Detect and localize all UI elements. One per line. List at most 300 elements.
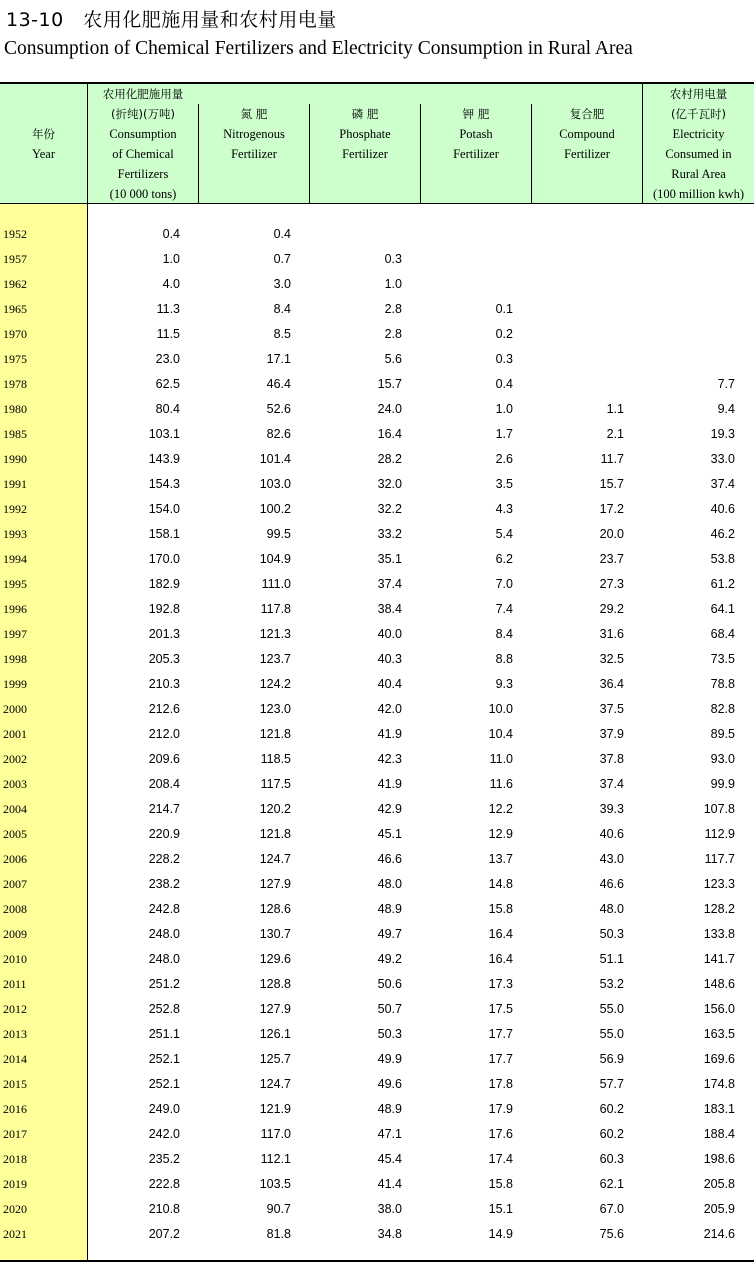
electricity-cell: 148.6 — [703, 977, 735, 991]
compound-cell: 51.1 — [599, 952, 624, 966]
electricity-cell: 61.2 — [710, 577, 735, 591]
table-row — [0, 1198, 754, 1223]
potash-cell: 0.4 — [495, 377, 513, 391]
potash-cell: 14.8 — [488, 877, 513, 891]
electricity-cell: 169.6 — [703, 1052, 735, 1066]
year-cell: 1997 — [3, 627, 27, 641]
electricity-cell: 78.8 — [710, 677, 735, 691]
electricity-cell: 117.7 — [704, 852, 735, 866]
year-cell: 2009 — [3, 927, 27, 941]
electricity-cell: 82.8 — [710, 702, 735, 716]
electricity-cell: 40.6 — [710, 502, 735, 516]
compound-cell: 40.6 — [599, 827, 624, 841]
year-cell: 2006 — [3, 852, 27, 866]
electricity-cell: 37.4 — [710, 477, 735, 491]
phosphate-cell: 16.4 — [377, 427, 402, 441]
electricity-cell: 128.2 — [703, 902, 735, 916]
potash-cell: 10.4 — [488, 727, 513, 741]
table-row — [0, 373, 754, 398]
phosphate-cell: 40.0 — [377, 627, 402, 641]
table-row — [0, 298, 754, 323]
nitrogenous-cell: 104.9 — [259, 552, 291, 566]
table-row — [0, 1073, 754, 1098]
nitrogenous-cell: 128.8 — [259, 977, 291, 991]
year-cell: 1985 — [3, 427, 27, 441]
compound-cell: 48.0 — [599, 902, 624, 916]
phosphate-cell: 49.7 — [377, 927, 402, 941]
electricity-cell: 19.3 — [710, 427, 735, 441]
compound-cell: 37.8 — [599, 752, 624, 766]
total-cell: 170.0 — [148, 552, 180, 566]
potash-cell: 0.3 — [495, 352, 513, 366]
phosphate-cell: 2.8 — [384, 302, 402, 316]
year-cell: 2019 — [3, 1177, 27, 1191]
table-bottom-rule — [0, 1260, 754, 1262]
total-cell: 205.3 — [148, 652, 180, 666]
phosphate-cell: 50.6 — [377, 977, 402, 991]
year-cell: 1998 — [3, 652, 27, 666]
year-cell: 2011 — [3, 977, 27, 991]
nitrogenous-cell: 127.9 — [259, 1002, 291, 1016]
total-cell: 23.0 — [155, 352, 180, 366]
phosphate-cell: 2.8 — [384, 327, 402, 341]
year-cell: 2003 — [3, 777, 27, 791]
potash-cell: 0.2 — [495, 327, 513, 341]
electricity-cell: 73.5 — [710, 652, 735, 666]
year-cell: 2000 — [3, 702, 27, 716]
potash-cell: 1.7 — [495, 427, 513, 441]
electricity-cell: 123.3 — [703, 877, 735, 891]
potash-cell: 17.7 — [488, 1052, 513, 1066]
table-row — [0, 823, 754, 848]
table-row — [0, 1173, 754, 1198]
nitrogenous-cell: 82.6 — [266, 427, 291, 441]
electricity-cell: 107.8 — [703, 802, 735, 816]
compound-cell: 57.7 — [599, 1077, 624, 1091]
phosphate-cell: 50.7 — [377, 1002, 402, 1016]
total-cell: 220.9 — [148, 827, 180, 841]
electricity-cell: 112.9 — [704, 827, 735, 841]
compound-cell: 60.3 — [599, 1152, 624, 1166]
total-cell: 0.4 — [162, 227, 180, 241]
nitrogenous-cell: 17.1 — [266, 352, 291, 366]
header-potash: 钾 肥 Potash Fertilizer — [453, 107, 499, 161]
nitrogenous-cell: 121.8 — [259, 727, 291, 741]
phosphate-cell: 47.1 — [377, 1127, 402, 1141]
potash-cell: 17.3 — [488, 977, 513, 991]
total-cell: 238.2 — [148, 877, 180, 891]
total-cell: 80.4 — [155, 402, 180, 416]
electricity-cell: 205.9 — [703, 1202, 735, 1216]
table-row — [0, 548, 754, 573]
total-cell: 1.0 — [162, 252, 180, 266]
phosphate-cell: 48.0 — [377, 877, 402, 891]
table-row — [0, 773, 754, 798]
phosphate-cell: 45.4 — [377, 1152, 402, 1166]
phosphate-cell: 48.9 — [377, 1102, 402, 1116]
compound-cell: 36.4 — [599, 677, 624, 691]
potash-cell: 16.4 — [488, 927, 513, 941]
total-cell: 11.5 — [156, 327, 180, 341]
nitrogenous-cell: 46.4 — [266, 377, 291, 391]
table-row — [0, 498, 754, 523]
year-cell: 2017 — [3, 1127, 27, 1141]
nitrogenous-cell: 129.6 — [259, 952, 291, 966]
table-row — [0, 898, 754, 923]
phosphate-cell: 32.2 — [377, 502, 402, 516]
nitrogenous-cell: 100.2 — [259, 502, 291, 516]
table-row — [0, 1123, 754, 1148]
year-cell: 1991 — [3, 477, 27, 491]
compound-cell: 20.0 — [599, 527, 624, 541]
total-cell: 252.1 — [148, 1052, 180, 1066]
nitrogenous-cell: 3.0 — [273, 277, 291, 291]
phosphate-cell: 40.3 — [377, 652, 402, 666]
total-cell: 192.8 — [148, 602, 180, 616]
potash-cell: 5.4 — [495, 527, 513, 541]
nitrogenous-cell: 123.7 — [259, 652, 291, 666]
compound-cell: 60.2 — [599, 1102, 624, 1116]
potash-cell: 6.2 — [495, 552, 513, 566]
total-cell: 248.0 — [148, 927, 180, 941]
nitrogenous-cell: 124.2 — [259, 677, 291, 691]
header-compound: 复合肥 Compound Fertilizer — [559, 107, 615, 161]
phosphate-cell: 15.7 — [377, 377, 402, 391]
potash-cell: 17.5 — [488, 1002, 513, 1016]
phosphate-cell: 28.2 — [377, 452, 402, 466]
total-cell: 103.1 — [148, 427, 180, 441]
nitrogenous-cell: 103.5 — [259, 1177, 291, 1191]
potash-cell: 12.2 — [488, 802, 513, 816]
year-cell: 1990 — [3, 452, 27, 466]
compound-cell: 53.2 — [599, 977, 624, 991]
total-cell: 242.0 — [148, 1127, 180, 1141]
nitrogenous-cell: 128.6 — [259, 902, 291, 916]
total-cell: 201.3 — [148, 627, 180, 641]
table-row — [0, 448, 754, 473]
table-row — [0, 523, 754, 548]
nitrogenous-cell: 120.2 — [259, 802, 291, 816]
nitrogenous-cell: 99.5 — [266, 527, 291, 541]
table-row — [0, 873, 754, 898]
phosphate-cell: 32.0 — [377, 477, 402, 491]
table-row — [0, 1223, 754, 1248]
electricity-cell: 141.7 — [703, 952, 735, 966]
table-row — [0, 673, 754, 698]
year-cell: 1952 — [3, 227, 27, 241]
table-row — [0, 223, 754, 248]
total-cell: 222.8 — [148, 1177, 180, 1191]
electricity-cell: 174.8 — [703, 1077, 735, 1091]
total-cell: 143.9 — [148, 452, 180, 466]
nitrogenous-cell: 124.7 — [259, 852, 291, 866]
phosphate-cell: 5.6 — [384, 352, 402, 366]
table-body — [0, 223, 754, 1248]
potash-cell: 3.5 — [495, 477, 513, 491]
year-cell: 2005 — [3, 827, 27, 841]
nitrogenous-cell: 52.6 — [266, 402, 291, 416]
nitrogenous-cell: 118.5 — [260, 752, 291, 766]
compound-cell: 60.2 — [599, 1127, 624, 1141]
phosphate-cell: 49.6 — [377, 1077, 402, 1091]
nitrogenous-cell: 8.4 — [273, 302, 291, 316]
compound-cell: 56.9 — [599, 1052, 624, 1066]
potash-cell: 14.9 — [488, 1227, 513, 1241]
phosphate-cell: 38.0 — [377, 1202, 402, 1216]
table-row — [0, 748, 754, 773]
electricity-cell: 198.6 — [703, 1152, 735, 1166]
compound-cell: 67.0 — [599, 1202, 624, 1216]
year-cell: 1965 — [3, 302, 27, 316]
year-cell: 1980 — [3, 402, 27, 416]
compound-cell: 39.3 — [599, 802, 624, 816]
potash-cell: 15.1 — [488, 1202, 513, 1216]
year-cell: 1995 — [3, 577, 27, 591]
year-cell: 2020 — [3, 1202, 27, 1216]
potash-cell: 10.0 — [488, 702, 513, 716]
electricity-cell: 133.8 — [703, 927, 735, 941]
phosphate-cell: 34.8 — [377, 1227, 402, 1241]
table-row — [0, 398, 754, 423]
electricity-cell: 188.4 — [703, 1127, 735, 1141]
potash-cell: 17.4 — [488, 1152, 513, 1166]
total-cell: 251.2 — [148, 977, 180, 991]
potash-cell: 15.8 — [488, 902, 513, 916]
table-row — [0, 348, 754, 373]
year-cell: 2012 — [3, 1002, 27, 1016]
nitrogenous-cell: 127.9 — [259, 877, 291, 891]
compound-cell: 2.1 — [606, 427, 624, 441]
electricity-cell: 68.4 — [710, 627, 735, 641]
compound-cell: 37.4 — [599, 777, 624, 791]
phosphate-cell: 41.9 — [377, 777, 402, 791]
potash-cell: 17.7 — [488, 1027, 513, 1041]
year-cell: 1996 — [3, 602, 27, 616]
compound-cell: 50.3 — [599, 927, 624, 941]
nitrogenous-cell: 112.1 — [260, 1152, 291, 1166]
year-cell: 2016 — [3, 1102, 27, 1116]
header-phosphate: 磷 肥 Phosphate Fertilizer — [339, 107, 391, 161]
compound-cell: 62.1 — [599, 1177, 624, 1191]
compound-cell: 17.2 — [599, 502, 624, 516]
table-row — [0, 323, 754, 348]
table-row — [0, 998, 754, 1023]
potash-cell: 1.0 — [495, 402, 513, 416]
table-row — [0, 423, 754, 448]
total-cell: 252.8 — [148, 1002, 180, 1016]
total-cell: 214.7 — [148, 802, 180, 816]
total-cell: 249.0 — [148, 1102, 180, 1116]
potash-cell: 17.8 — [488, 1077, 513, 1091]
potash-cell: 0.1 — [495, 302, 513, 316]
table-row — [0, 248, 754, 273]
table-row — [0, 923, 754, 948]
phosphate-cell: 46.6 — [377, 852, 402, 866]
year-cell: 2015 — [3, 1077, 27, 1091]
compound-cell: 31.6 — [599, 627, 624, 641]
phosphate-cell: 41.9 — [377, 727, 402, 741]
electricity-cell: 53.8 — [710, 552, 735, 566]
table-row — [0, 273, 754, 298]
phosphate-cell: 24.0 — [377, 402, 402, 416]
phosphate-cell: 1.0 — [384, 277, 402, 291]
nitrogenous-cell: 123.0 — [259, 702, 291, 716]
potash-cell: 8.8 — [495, 652, 513, 666]
table-row — [0, 848, 754, 873]
year-cell: 1975 — [3, 352, 27, 366]
phosphate-cell: 38.4 — [377, 602, 402, 616]
table-title-chinese: 13-10 农用化肥施用量和农村用电量 — [6, 9, 337, 31]
compound-cell: 75.6 — [599, 1227, 624, 1241]
potash-cell: 4.3 — [495, 502, 513, 516]
electricity-cell: 93.0 — [710, 752, 735, 766]
nitrogenous-cell: 117.0 — [260, 1127, 291, 1141]
table-row — [0, 598, 754, 623]
phosphate-cell: 33.2 — [377, 527, 402, 541]
compound-cell: 27.3 — [599, 577, 624, 591]
total-cell: 154.0 — [148, 502, 180, 516]
nitrogenous-cell: 121.3 — [259, 627, 291, 641]
compound-cell: 55.0 — [599, 1002, 624, 1016]
phosphate-cell: 37.4 — [377, 577, 402, 591]
nitrogenous-cell: 130.7 — [259, 927, 291, 941]
potash-cell: 17.6 — [488, 1127, 513, 1141]
year-cell: 2021 — [3, 1227, 27, 1241]
total-cell: 251.1 — [148, 1027, 180, 1041]
year-cell: 2013 — [3, 1027, 27, 1041]
nitrogenous-cell: 0.4 — [273, 227, 291, 241]
potash-cell: 13.7 — [488, 852, 513, 866]
total-cell: 248.0 — [148, 952, 180, 966]
year-cell: 1994 — [3, 552, 27, 566]
year-cell: 1992 — [3, 502, 27, 516]
potash-cell: 7.4 — [495, 602, 513, 616]
electricity-cell: 183.1 — [703, 1102, 735, 1116]
nitrogenous-cell: 117.5 — [260, 777, 291, 791]
potash-cell: 7.0 — [495, 577, 513, 591]
compound-cell: 55.0 — [599, 1027, 624, 1041]
phosphate-cell: 42.0 — [377, 702, 402, 716]
table-title-english: Consumption of Chemical Fertilizers and Electricity Consumption in Rural Area — [4, 38, 633, 59]
year-cell: 2018 — [3, 1152, 27, 1166]
nitrogenous-cell: 103.0 — [259, 477, 291, 491]
potash-cell: 11.0 — [489, 752, 513, 766]
nitrogenous-cell: 111.0 — [261, 577, 291, 591]
table-row — [0, 1023, 754, 1048]
year-cell: 2010 — [3, 952, 27, 966]
total-cell: 210.3 — [148, 677, 180, 691]
total-cell: 11.3 — [156, 302, 180, 316]
total-cell: 154.3 — [148, 477, 180, 491]
year-cell: 1962 — [3, 277, 27, 291]
potash-cell: 12.9 — [488, 827, 513, 841]
compound-cell: 37.5 — [599, 702, 624, 716]
table-row — [0, 1048, 754, 1073]
potash-cell: 17.9 — [488, 1102, 513, 1116]
table-row — [0, 798, 754, 823]
header-total-fertilizer: 农用化肥施用量 (折纯)(万吨) Consumption of Chemical Fertilizers (10 000 tons) — [102, 87, 184, 201]
year-cell: 2014 — [3, 1052, 27, 1066]
header-electricity: 农村用电量 (亿千瓦时) Electricity Consumed in Rural Area (100 million kwh) — [653, 87, 744, 201]
compound-cell: 15.7 — [599, 477, 624, 491]
potash-cell: 15.8 — [488, 1177, 513, 1191]
electricity-cell: 89.5 — [710, 727, 735, 741]
compound-cell: 1.1 — [606, 402, 624, 416]
table-row — [0, 948, 754, 973]
year-cell: 1957 — [3, 252, 27, 266]
potash-cell: 16.4 — [488, 952, 513, 966]
phosphate-cell: 40.4 — [377, 677, 402, 691]
total-cell: 182.9 — [148, 577, 180, 591]
electricity-cell: 205.8 — [703, 1177, 735, 1191]
total-cell: 252.1 — [148, 1077, 180, 1091]
nitrogenous-cell: 101.4 — [259, 452, 291, 466]
compound-cell: 29.2 — [599, 602, 624, 616]
nitrogenous-cell: 90.7 — [266, 1202, 291, 1216]
total-cell: 62.5 — [155, 377, 180, 391]
electricity-cell: 7.7 — [717, 377, 735, 391]
electricity-cell: 46.2 — [710, 527, 735, 541]
total-cell: 212.6 — [148, 702, 180, 716]
year-cell: 2007 — [3, 877, 27, 891]
nitrogenous-cell: 125.7 — [259, 1052, 291, 1066]
total-cell: 242.8 — [148, 902, 180, 916]
phosphate-cell: 48.9 — [377, 902, 402, 916]
nitrogenous-cell: 121.8 — [259, 827, 291, 841]
total-cell: 209.6 — [148, 752, 180, 766]
phosphate-cell: 45.1 — [377, 827, 402, 841]
potash-cell: 11.6 — [489, 777, 513, 791]
year-cell: 2001 — [3, 727, 27, 741]
potash-cell: 2.6 — [495, 452, 513, 466]
electricity-cell: 9.4 — [717, 402, 735, 416]
phosphate-cell: 41.4 — [377, 1177, 402, 1191]
phosphate-cell: 49.2 — [377, 952, 402, 966]
table-row — [0, 973, 754, 998]
potash-cell: 8.4 — [495, 627, 513, 641]
potash-cell: 9.3 — [495, 677, 513, 691]
total-cell: 207.2 — [148, 1227, 180, 1241]
electricity-cell: 156.0 — [703, 1002, 735, 1016]
year-cell: 1970 — [3, 327, 27, 341]
table-row — [0, 698, 754, 723]
electricity-cell: 64.1 — [710, 602, 735, 616]
total-cell: 208.4 — [148, 777, 180, 791]
table-row — [0, 623, 754, 648]
nitrogenous-cell: 124.7 — [259, 1077, 291, 1091]
electricity-cell: 214.6 — [703, 1227, 735, 1241]
nitrogenous-cell: 8.5 — [273, 327, 291, 341]
table-row — [0, 473, 754, 498]
total-cell: 212.0 — [148, 727, 180, 741]
electricity-cell: 33.0 — [710, 452, 735, 466]
table-row — [0, 648, 754, 673]
table-row — [0, 723, 754, 748]
total-cell: 210.8 — [148, 1202, 180, 1216]
phosphate-cell: 42.3 — [377, 752, 402, 766]
year-cell: 1999 — [3, 677, 27, 691]
nitrogenous-cell: 126.1 — [259, 1027, 291, 1041]
compound-cell: 11.7 — [600, 452, 624, 466]
phosphate-cell: 50.3 — [377, 1027, 402, 1041]
phosphate-cell: 42.9 — [377, 802, 402, 816]
phosphate-cell: 35.1 — [377, 552, 402, 566]
header-nitrogenous: 氮 肥 Nitrogenous Fertilizer — [223, 107, 285, 161]
year-cell: 1978 — [3, 377, 27, 391]
compound-cell: 32.5 — [599, 652, 624, 666]
year-cell: 1993 — [3, 527, 27, 541]
electricity-cell: 99.9 — [710, 777, 735, 791]
